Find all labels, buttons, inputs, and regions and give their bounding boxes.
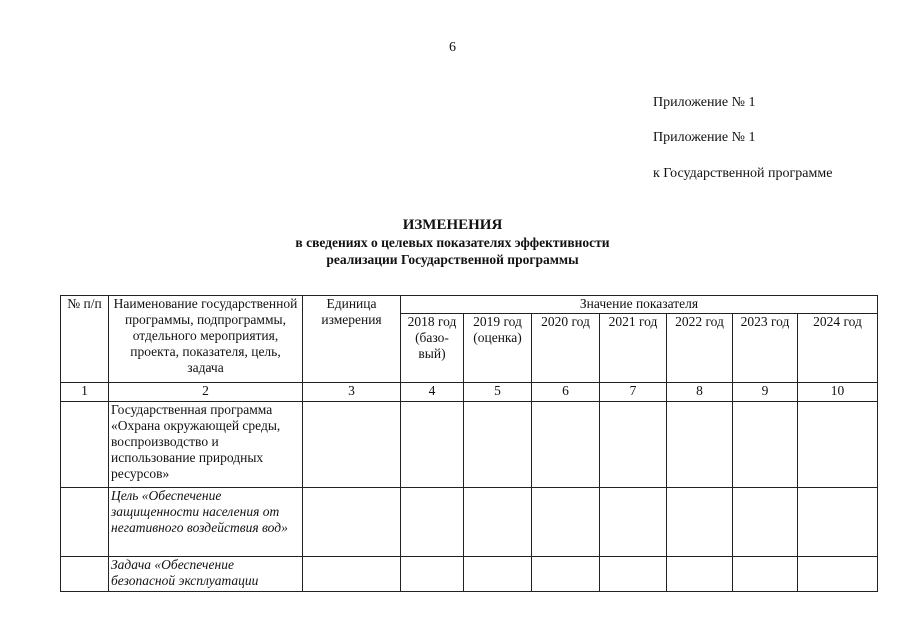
header-year-2024: 2024 год bbox=[798, 314, 878, 383]
document-title bbox=[0, 217, 905, 268]
appendix-line-2: Приложение № 1 bbox=[653, 130, 756, 145]
col-number: 3 bbox=[303, 383, 401, 402]
header-value-group: Значение показателя bbox=[401, 296, 878, 314]
table-cell bbox=[600, 557, 667, 592]
header-year-2018: 2018 год (базо-вый) bbox=[401, 314, 464, 383]
row-name-program: Государственная программа «Охрана окружающей среды, воспроизводство и использование природных ресурсов» bbox=[109, 402, 303, 488]
table-cell bbox=[401, 488, 464, 557]
table-cell bbox=[401, 402, 464, 488]
table-cell bbox=[532, 402, 600, 488]
col-number: 8 bbox=[667, 383, 733, 402]
col-number: 10 bbox=[798, 383, 878, 402]
header-unit: Единица измерения bbox=[303, 296, 401, 383]
table-row bbox=[61, 557, 878, 592]
header-year-2023: 2023 год bbox=[733, 314, 798, 383]
table-cell bbox=[61, 402, 109, 488]
table-cell bbox=[798, 402, 878, 488]
table-cell bbox=[600, 488, 667, 557]
table-cell bbox=[303, 557, 401, 592]
row-name-task: Задача «Обеспечение безопасной эксплуатации bbox=[109, 557, 303, 592]
col-number: 4 bbox=[401, 383, 464, 402]
table-cell bbox=[303, 488, 401, 557]
row-name-goal: Цель «Обеспечение защищенности населения от негативного воздействия вод» bbox=[109, 488, 303, 557]
table-cell bbox=[464, 488, 532, 557]
col-number: 2 bbox=[109, 383, 303, 402]
header-year-2020: 2020 год bbox=[532, 314, 600, 383]
title-sub-2: реализации Государственной программы bbox=[326, 252, 579, 267]
header-num: № п/п bbox=[61, 296, 109, 383]
table-row bbox=[61, 402, 878, 488]
table-cell bbox=[61, 488, 109, 557]
title-main: ИЗМЕНЕНИЯ bbox=[402, 217, 503, 233]
col-number: 1 bbox=[61, 383, 109, 402]
indicators-table bbox=[60, 295, 878, 592]
appendix-line-3: к Государственной программе bbox=[653, 166, 833, 181]
col-number: 5 bbox=[464, 383, 532, 402]
col-number: 9 bbox=[733, 383, 798, 402]
table-cell bbox=[600, 402, 667, 488]
table-cell bbox=[798, 488, 878, 557]
table-cell bbox=[798, 557, 878, 592]
table-cell bbox=[464, 402, 532, 488]
header-name: Наименование государственной программы, подпрограммы, отдельного мероприятия, проекта, показателя, цель, задача bbox=[109, 296, 303, 383]
table-cell bbox=[532, 557, 600, 592]
appendix-line-1: Приложение № 1 bbox=[653, 95, 756, 110]
table-cell bbox=[733, 488, 798, 557]
col-number: 7 bbox=[600, 383, 667, 402]
header-year-2019: 2019 год (оценка) bbox=[464, 314, 532, 383]
table-cell bbox=[667, 402, 733, 488]
title-sub-1: в сведениях о целевых показателях эффективности bbox=[295, 235, 610, 250]
table-cell bbox=[667, 488, 733, 557]
header-year-2022: 2022 год bbox=[667, 314, 733, 383]
col-number: 6 bbox=[532, 383, 600, 402]
table-cell bbox=[733, 557, 798, 592]
table-cell bbox=[464, 557, 532, 592]
header-year-2021: 2021 год bbox=[600, 314, 667, 383]
table-cell bbox=[667, 557, 733, 592]
table-cell bbox=[733, 402, 798, 488]
table-row bbox=[61, 488, 878, 557]
table-cell bbox=[61, 557, 109, 592]
page-number: 6 bbox=[449, 40, 456, 55]
table-cell bbox=[303, 402, 401, 488]
table-cell bbox=[401, 557, 464, 592]
table-cell bbox=[532, 488, 600, 557]
